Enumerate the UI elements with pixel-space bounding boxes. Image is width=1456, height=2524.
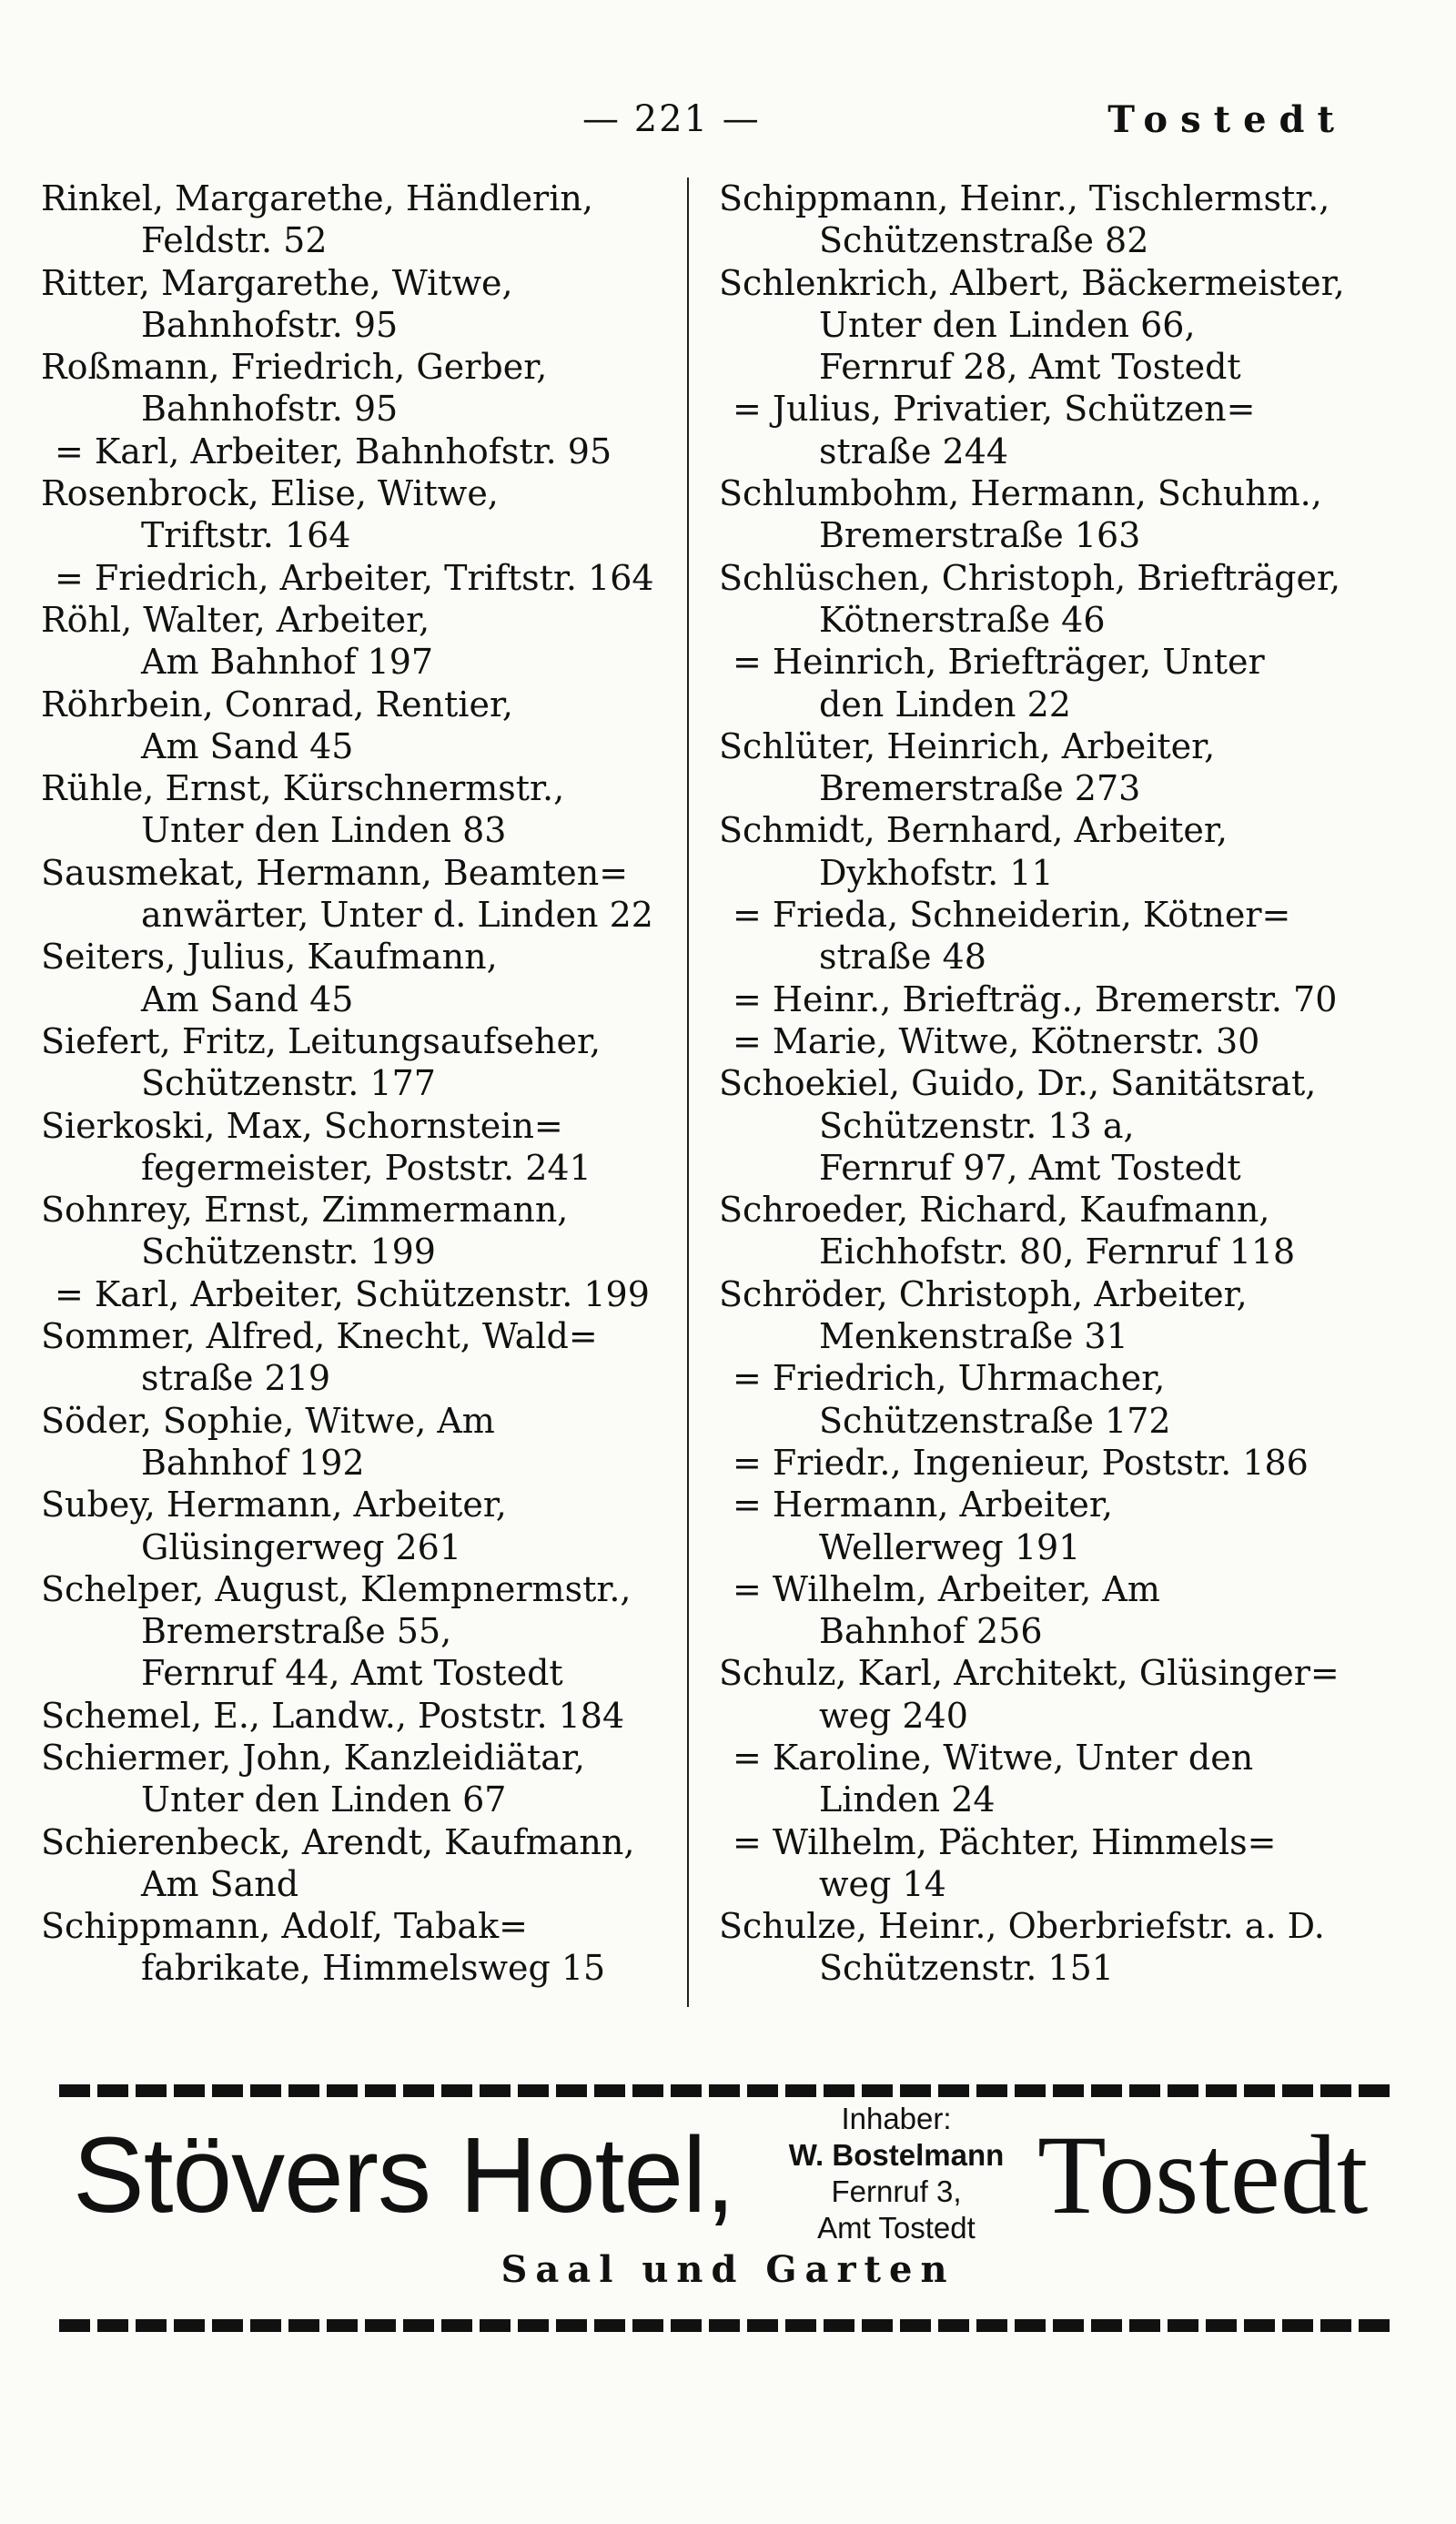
directory-entry-line: Dykhofstr. 11	[819, 852, 1054, 893]
directory-entry-line: Bahnhof 256	[819, 1611, 1043, 1652]
directory-entry-line: Schützenstr. 199	[141, 1232, 436, 1272]
directory-entry-line: Schützenstr. 177	[141, 1063, 436, 1104]
owner-exchange: Amt Tostedt	[817, 2211, 976, 2245]
directory-entry-line: anwärter, Unter d. Linden 22	[141, 895, 653, 936]
directory-entry-line: Bremerstraße 163	[819, 515, 1141, 556]
directory-entry-line: Unter den Linden 67	[141, 1779, 507, 1820]
directory-entry-line: Linden 24	[819, 1779, 996, 1820]
directory-entry-line: Eichhofstr. 80, Fernruf 118	[819, 1232, 1296, 1272]
directory-entry-line: Schulz, Karl, Architekt, Glüsinger=	[719, 1653, 1340, 1694]
directory-entry-line: Glüsingerweg 261	[141, 1526, 462, 1567]
page-header	[0, 98, 1456, 153]
directory-entry-line: = Karl, Arbeiter, Schützenstr. 199	[55, 1273, 650, 1314]
directory-entry-line: Bremerstraße 55,	[141, 1611, 452, 1652]
directory-entry-line: Am Bahnhof 197	[141, 642, 434, 683]
directory-entry-line: Sommer, Alfred, Knecht, Wald=	[41, 1316, 598, 1357]
directory-entry-line: Menkenstraße 31	[819, 1316, 1128, 1357]
directory-entry-line: = Heinr., Briefträg., Bremerstr. 70	[733, 978, 1338, 1019]
directory-entry-line: Schlenkrich, Albert, Bäckermeister,	[719, 262, 1345, 303]
directory-entry-line: Schulze, Heinr., Oberbriefstr. a. D.	[719, 1906, 1325, 1947]
directory-entry-line: Schippmann, Heinr., Tischlermstr.,	[719, 178, 1330, 218]
directory-entry-line: fabrikate, Himmelsweg 15	[141, 1948, 606, 1989]
directory-entry-line: Schützenstraße 82	[819, 220, 1149, 261]
hotel-slogan: Saal und Garten	[500, 2248, 956, 2291]
directory-entry-line: = Karoline, Witwe, Unter den	[733, 1737, 1254, 1778]
directory-entry-line: Schlüschen, Christoph, Briefträger,	[719, 557, 1341, 598]
left-column	[41, 177, 678, 1990]
directory-entry-line: = Karl, Arbeiter, Bahnhofstr. 95	[55, 431, 612, 471]
owner-info	[760, 2101, 1033, 2246]
owner-name: W. Bostelmann	[788, 2138, 1005, 2172]
directory-entry-line: Schützenstraße 172	[819, 1400, 1171, 1441]
page-number: — 221 —	[582, 98, 761, 140]
directory-entry-line: Bahnhofstr. 95	[141, 304, 399, 345]
hotel-town: Tostedt	[1037, 2113, 1369, 2237]
owner-label: Inhaber:	[841, 2102, 952, 2135]
directory-entry-line: Rinkel, Margarethe, Händlerin,	[41, 178, 593, 218]
directory-entry-line: Schützenstr. 13 a,	[819, 1105, 1135, 1146]
directory-entry-line: Subey, Hermann, Arbeiter,	[41, 1485, 507, 1526]
directory-entry-line: straße 48	[819, 937, 986, 978]
directory-entry-line: = Marie, Witwe, Kötnerstr. 30	[733, 1020, 1260, 1061]
directory-entry-line: Bremerstraße 273	[819, 768, 1141, 809]
directory-entry-line: Triftstr. 164	[141, 515, 351, 556]
directory-entry-line: Schelper, August, Klempnermstr.,	[41, 1568, 632, 1609]
directory-entry-line: = Hermann, Arbeiter,	[733, 1485, 1113, 1526]
directory-entry-line: Bahnhofstr. 95	[141, 389, 399, 430]
directory-entry-line: Röhl, Walter, Arbeiter,	[41, 599, 430, 640]
directory-entry-line: = Friedrich, Arbeiter, Triftstr. 164	[55, 557, 654, 598]
directory-entry-line: = Frieda, Schneiderin, Kötner=	[733, 895, 1291, 936]
directory-entry-line: fegermeister, Poststr. 241	[141, 1147, 592, 1188]
directory-entry-line: Schemel, E., Landw., Poststr. 184	[41, 1695, 625, 1736]
directory-entry-line: Kötnerstraße 46	[819, 599, 1106, 640]
directory-entry-line: Feldstr. 52	[141, 220, 328, 261]
directory-entry-line: straße 219	[141, 1358, 331, 1399]
column-divider	[687, 177, 689, 2007]
directory-entry-line: Ritter, Margarethe, Witwe,	[41, 262, 513, 303]
advertisement-bottom-rule	[59, 2319, 1397, 2332]
directory-entry-line: = Friedr., Ingenieur, Poststr. 186	[733, 1442, 1309, 1483]
directory-entry-line: Schlumbohm, Hermann, Schuhm.,	[719, 473, 1322, 514]
directory-entry-line: Unter den Linden 83	[141, 810, 507, 851]
directory-entry-line: Sausmekat, Hermann, Beamten=	[41, 852, 629, 893]
directory-entry-line: Schiermer, John, Kanzleidiätar,	[41, 1737, 585, 1778]
directory-entry-line: Am Sand	[141, 1863, 299, 1904]
directory-entry-line: Fernruf 97, Amt Tostedt	[819, 1147, 1241, 1188]
directory-entry-line: Schröder, Christoph, Arbeiter,	[719, 1273, 1248, 1314]
directory-entry-line: Fernruf 28, Amt Tostedt	[819, 347, 1241, 388]
advertisement-top-rule	[59, 2084, 1397, 2097]
right-column	[719, 177, 1392, 1990]
directory-entry-line: = Wilhelm, Arbeiter, Am	[733, 1568, 1160, 1609]
directory-entry-line: Wellerweg 191	[819, 1526, 1081, 1567]
hotel-name: Stövers Hotel,	[73, 2115, 735, 2235]
directory-entry-line: = Julius, Privatier, Schützen=	[733, 389, 1256, 430]
directory-entry-line: Schoekiel, Guido, Dr., Sanitätsrat,	[719, 1063, 1317, 1104]
directory-entry-line: = Heinrich, Briefträger, Unter	[733, 642, 1265, 683]
directory-entry-line: Schippmann, Adolf, Tabak=	[41, 1906, 528, 1947]
directory-entry-line: = Friedrich, Uhrmacher,	[733, 1358, 1166, 1399]
directory-entry-line: Seiters, Julius, Kaufmann,	[41, 937, 498, 978]
directory-entry-line: Schlüter, Heinrich, Arbeiter,	[719, 725, 1216, 766]
directory-entry-line: Röhrbein, Conrad, Rentier,	[41, 684, 514, 725]
directory-entry-line: den Linden 22	[819, 684, 1071, 725]
running-head: Tostedt	[1107, 98, 1347, 141]
owner-phone: Fernruf 3,	[831, 2174, 962, 2208]
directory-entry-line: Schierenbeck, Arendt, Kaufmann,	[41, 1821, 635, 1862]
directory-entry-line: straße 244	[819, 431, 1009, 471]
directory-entry-line: weg 14	[819, 1863, 946, 1904]
directory-entry-line: Söder, Sophie, Witwe, Am	[41, 1400, 495, 1441]
directory-entry-line: Roßmann, Friedrich, Gerber,	[41, 347, 548, 388]
directory-entry-line: = Wilhelm, Pächter, Himmels=	[733, 1821, 1277, 1862]
directory-entry-line: Am Sand 45	[141, 978, 354, 1019]
directory-entry-line: Siefert, Fritz, Leitungsaufseher,	[41, 1020, 602, 1061]
directory-entry-line: Schützenstr. 151	[819, 1948, 1114, 1989]
directory-entry-line: Sierkoski, Max, Schornstein=	[41, 1105, 563, 1146]
directory-entry-line: Fernruf 44, Amt Tostedt	[141, 1653, 563, 1694]
directory-entry-line: Schmidt, Bernhard, Arbeiter,	[719, 810, 1228, 851]
directory-entry-line: Bahnhof 192	[141, 1442, 365, 1483]
directory-entry-line: Sohnrey, Ernst, Zimmermann,	[41, 1190, 569, 1231]
directory-entry-line: Unter den Linden 66,	[819, 304, 1196, 345]
directory-entry-line: Rühle, Ernst, Kürschnermstr.,	[41, 768, 565, 809]
directory-entry-line: Am Sand 45	[141, 725, 354, 766]
directory-entry-line: Schroeder, Richard, Kaufmann,	[719, 1190, 1270, 1231]
directory-entry-line: Rosenbrock, Elise, Witwe,	[41, 473, 499, 514]
directory-entry-line: weg 240	[819, 1695, 968, 1736]
